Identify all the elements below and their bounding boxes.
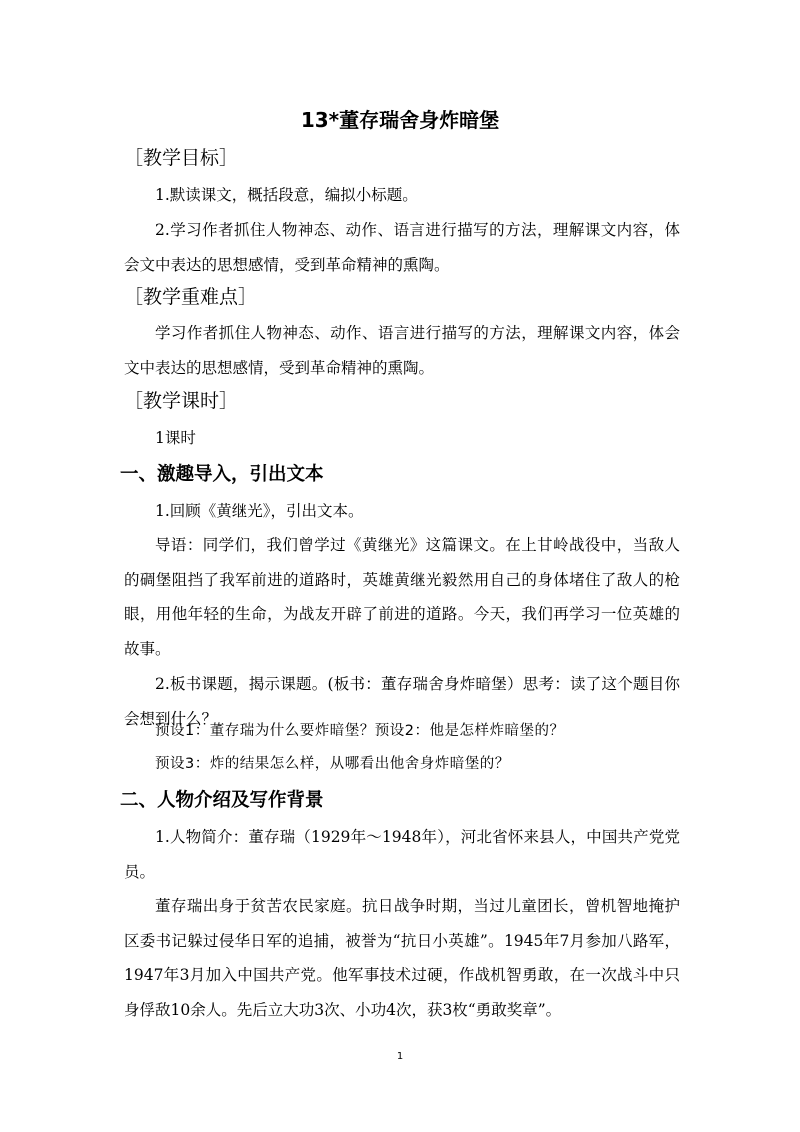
key-points-heading: ［教学重难点］	[124, 286, 258, 308]
goal-item-2: 2.学习作者抓住人物神态、动作、语言进行描写的方法，理解课文内容，体会文中表达的思想感情，受到革命精神的熏陶。	[124, 221, 680, 274]
hours-text: 1课时	[155, 429, 196, 447]
section-2-heading: 二、人物介绍及写作背景	[120, 790, 324, 811]
section-1-heading: 一、激趣导入，引出文本	[120, 464, 324, 485]
section-1-preset-2: 预设3：炸的结果怎么样，从哪看出他舍身炸暗堡的？	[155, 756, 510, 772]
section-1-preset-1: 预设1：董存瑞为什么要炸暗堡？预设2：他是怎样炸暗堡的？	[155, 723, 565, 739]
goal-item-1: 1.默读课文，概括段意，编拟小标题。	[155, 186, 418, 204]
section-1-paragraph-2: 导语：同学们，我们曾学过《黄继光》这篇课文。在上甘岭战役中，当敌人的碉堡阻挡了我军前进的道路时，英雄黄继光毅然用自己的身体堵住了敌人的枪眼，用他年轻的生命，为战友开辟了前进的道路。今天，我们再学习一位英雄的故事。	[124, 536, 680, 658]
hours-heading: ［教学课时］	[124, 390, 239, 412]
section-1-paragraph-3: 2.板书课题，揭示课题。(板书：董存瑞舍身炸暗堡）思考：读了这个题目你会想到什么？	[124, 675, 680, 728]
key-points-text: 学习作者抓住人物神态、动作、语言进行描写的方法，理解课文内容，体会文中表达的思想感情，受到革命精神的熏陶。	[124, 324, 680, 377]
page-number: 1	[396, 1051, 404, 1062]
section-2-paragraph-1: 1.人物简介：董存瑞（1929年～1948年），河北省怀来县人，中国共产党党员。	[124, 828, 680, 881]
section-2-paragraph-2: 董存瑞出身于贫苦农民家庭。抗日战争时期，当过儿童团长，曾机智地掩护区委书记躲过侵华日军的追捕，被誉为“抗日小英雄”。1945年7月参加八路军，1947年3月加入中国共产党。他军事技术过硬，作战机智勇敢，在一次战斗中只身俘敌10余人。先后立大功3次、小功4次，获3枚“勇敢奖章”。	[124, 897, 680, 1019]
section-1-paragraph-1: 1.回顾《黄继光》，引出文本。	[155, 502, 364, 520]
document-title: 13*董存瑞舍身炸暗堡	[300, 108, 500, 132]
goals-heading: ［教学目标］	[124, 147, 239, 169]
